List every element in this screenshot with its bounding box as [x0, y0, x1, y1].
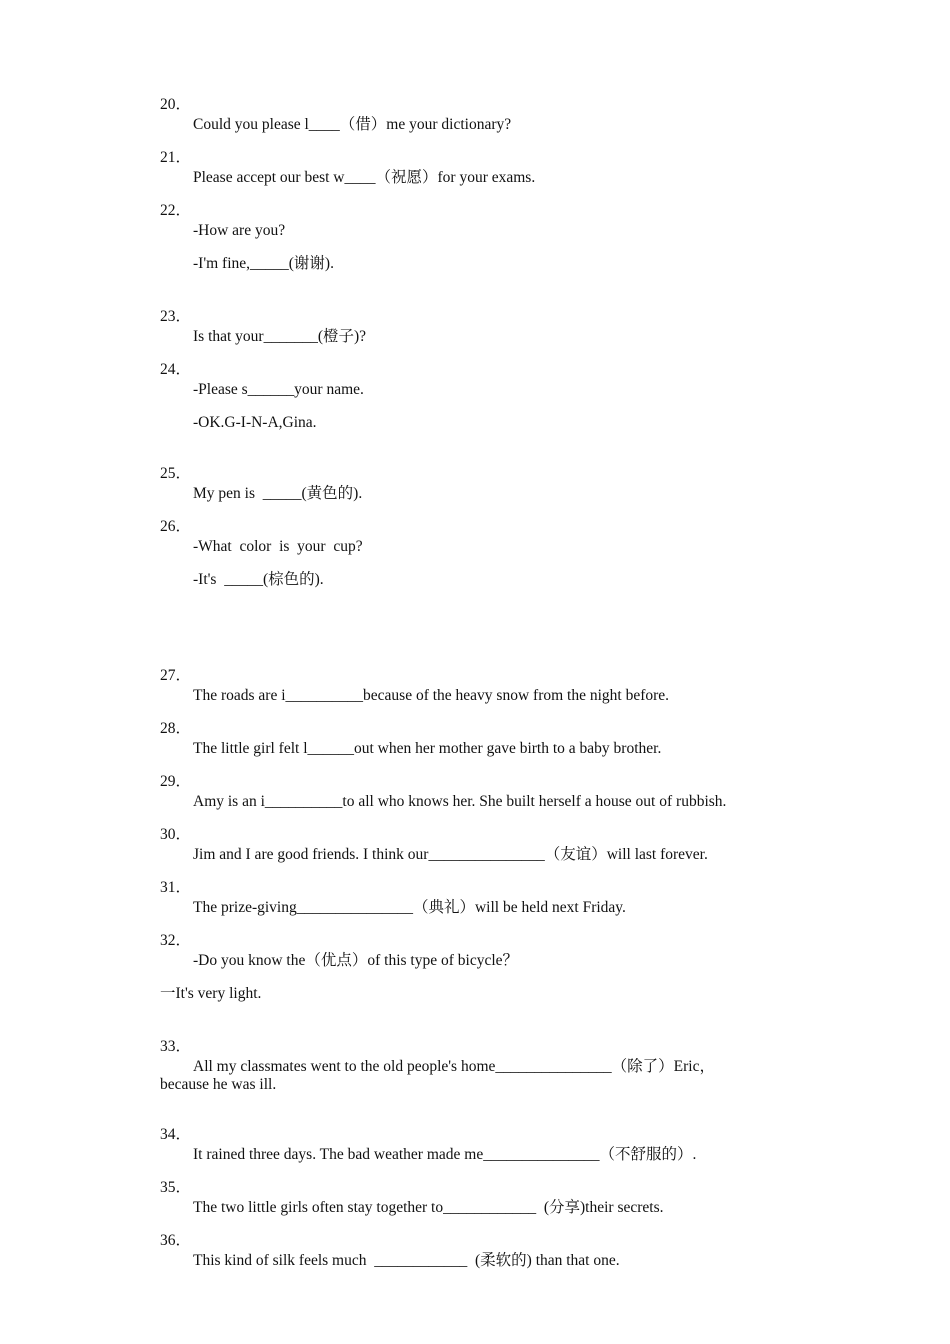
question-number: 24． [160, 361, 192, 378]
question-text: Please accept our best w____（祝愿）for your exams. [193, 169, 536, 186]
question-number: 29． [160, 773, 192, 790]
question-text: This kind of silk feels much ____________ (柔软的) than that one. [193, 1252, 620, 1269]
question-text: The little girl felt l______out when her mother gave birth to a baby brother. [193, 740, 662, 757]
question-text: -How are you? [193, 222, 286, 239]
question-continuation: -OK.G-I-N-A,Gina. [193, 414, 317, 431]
question-text: Amy is an i__________to all who knows her. She built herself a house out of rubbish. [193, 793, 727, 810]
question-text: Is that your_______(橙子)? [193, 328, 367, 345]
question-text: Jim and I are good friends. I think our_______________（友谊）will last forever. [193, 846, 708, 863]
question-26-continuation [0, 550, 324, 610]
question-continuation: -I'm fine,_____(谢谢). [193, 255, 334, 272]
question-number: 21． [160, 149, 192, 166]
question-number: 34． [160, 1126, 192, 1143]
question-text: The two little girls often stay together to____________ (分享)their secrets. [193, 1199, 664, 1216]
question-text: My pen is _____(黄色的). [193, 485, 363, 502]
question-continuation: 一It's very light. [160, 985, 262, 1002]
question-text: All my classmates went to the old people's home_______________（除了）Eric， [193, 1058, 715, 1075]
question-continuation: -It's _____(棕色的). [193, 571, 324, 588]
question-number: 36． [160, 1232, 192, 1249]
question-36 [0, 1211, 620, 1291]
question-number: 32． [160, 932, 192, 949]
question-number: 28． [160, 720, 192, 737]
question-text: It rained three days. The bad weather made me_______________（不舒服的）. [193, 1146, 697, 1163]
question-number: 33． [160, 1038, 192, 1055]
question-32-continuation [0, 964, 262, 1024]
question-text: -What color is your cup? [193, 538, 363, 555]
question-number: 27． [160, 667, 192, 684]
question-text: -Do you know the（优点）of this type of bicycle？ [193, 952, 519, 969]
question-number: 20． [160, 96, 192, 113]
question-number: 23． [160, 308, 192, 325]
question-text: The prize-giving_______________（典礼）will be held next Friday. [193, 899, 626, 916]
question-number: 22． [160, 202, 192, 219]
question-number: 31． [160, 879, 192, 896]
question-number: 26． [160, 518, 192, 535]
question-22-continuation [0, 234, 334, 294]
question-continuation: because he was ill. [160, 1076, 277, 1093]
question-text: The roads are i__________because of the heavy snow from the night before. [193, 687, 670, 704]
question-number: 25． [160, 465, 192, 482]
question-number: 30． [160, 826, 192, 843]
question-text: Could you please l____（借）me your dictionary? [193, 116, 512, 133]
question-text: -Please s______your name. [193, 381, 364, 398]
question-number: 35． [160, 1179, 192, 1196]
